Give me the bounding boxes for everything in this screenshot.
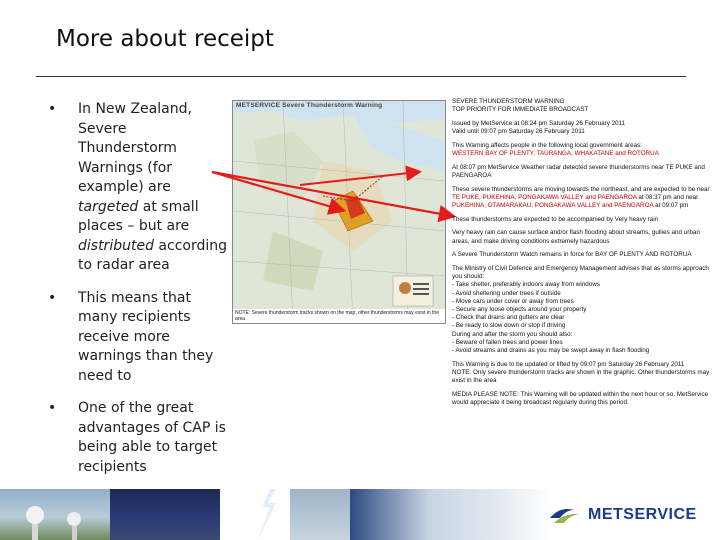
warning-areas: This Warning affects people in the following local government areas: WESTERN BAY OF PLENTY, TAURANGA, WHAKATANE and ROTORUA — [452, 141, 659, 158]
bullet-text-part: according to radar area — [78, 237, 228, 273]
warning-flooding: Very heavy rain can cause surface and/or flash flooding about streams, gullies and urban areas, and make driving conditions extremely hazardous — [452, 229, 700, 245]
metservice-logo-icon — [548, 504, 584, 526]
footer-photo-lightning — [110, 489, 220, 540]
metservice-logo-text: METSERVICE — [588, 506, 697, 523]
bullet-text: This means that many recipients receive more warnings than they need to — [78, 289, 214, 384]
map-graphic — [233, 101, 445, 323]
bullet-marker: • — [48, 400, 57, 416]
bullet-marker: • — [48, 101, 57, 117]
warning-moving: These severe thunderstorms are moving towards the northeast, and are expected to be near TE PUKE, PUKEHINA, PONGAKAWA VALLEY and PAENGAROA at 08:37 pm and near PUKEHINA, OTAMARAKAU, PONGAKAWA VALLEY and PAENGAROA at 09:07 pm — [452, 185, 710, 210]
warning-update: This Warning is due to be updated or lifted by 09:07 pm Saturday 26 February 2011 NOTE: Only severe thunderstorm tracks are shown in the graphic. Other thunderstorms may exist in the area — [452, 360, 710, 385]
warning-media: MEDIA PLEASE NOTE: This Warning will be updated within the next hour or so. MetService would appreciate it being broadcast regularly during this period. — [452, 390, 709, 407]
bullet-marker: • — [48, 289, 57, 306]
map-caption: NOTE: Severe thunderstorm tracks shown on the map, other thunderstorms may exist in the area — [233, 309, 445, 323]
warning-detected: At 08:07 pm MetService Weather radar detected severe thunderstorms near TE PUKE and PAENGAROA — [452, 163, 705, 179]
warning-heading: SEVERE THUNDERSTORM WARNING TOP PRIORITY FOR IMMEDIATE BROADCAST — [452, 98, 589, 114]
bullet-item — [48, 399, 228, 477]
bullet-item — [48, 100, 228, 276]
footer-satellite-map — [350, 489, 550, 540]
title-rule — [36, 76, 686, 77]
bullet-text-part: at small places – but are — [78, 198, 199, 234]
warning-issued: Issued by MetService at 08:24 pm Saturday 26 February 2011 Valid until 09:07 pm Saturday 26 February 2011 — [452, 119, 626, 136]
warning-rain: These thunderstorms are expected to be accompanied by Very heavy rain — [452, 215, 659, 223]
lightning-icon — [240, 489, 290, 540]
warning-watch: A Severe Thunderstorm Watch remains in force for BAY OF PLENTY AND ROTORUA — [452, 251, 692, 259]
warning-text — [452, 98, 714, 413]
radar-dome-icon — [12, 497, 102, 540]
bullet-text: One of the great advantages of CAP is being able to target recipients — [78, 400, 226, 475]
bullet-item — [48, 289, 228, 387]
bullet-text-part: In New Zealand, Severe Thunderstorm Warnings (for example) are — [78, 101, 192, 195]
warning-advice: The Ministry of Civil Defence and Emergency Management advises that as storms approach you should: - Take shelter, preferably indoors away from windows - Avoid sheltering under trees if outside - Move cars under cover or away from trees - Secure any loose objects around your property - Check that drains and gutters are clear - Be ready to slow down or stop if driving During and after the storm you should also: - Beware of fallen trees and power lines - Avoid streams and drains as you may be swept away in flash flooding — [452, 265, 709, 355]
bullet-list — [48, 100, 228, 490]
bullet-text-emphasis: distributed — [78, 237, 154, 254]
footer-photo-clouds — [290, 489, 350, 540]
bullet-text-emphasis: targeted — [78, 198, 139, 215]
map-title: METSERVICE Severe Thunderstorm Warning — [236, 102, 383, 109]
warning-map — [232, 100, 446, 324]
slide-title: More about receipt — [56, 26, 274, 52]
metservice-logo — [548, 504, 697, 526]
bullet-text — [78, 100, 228, 276]
